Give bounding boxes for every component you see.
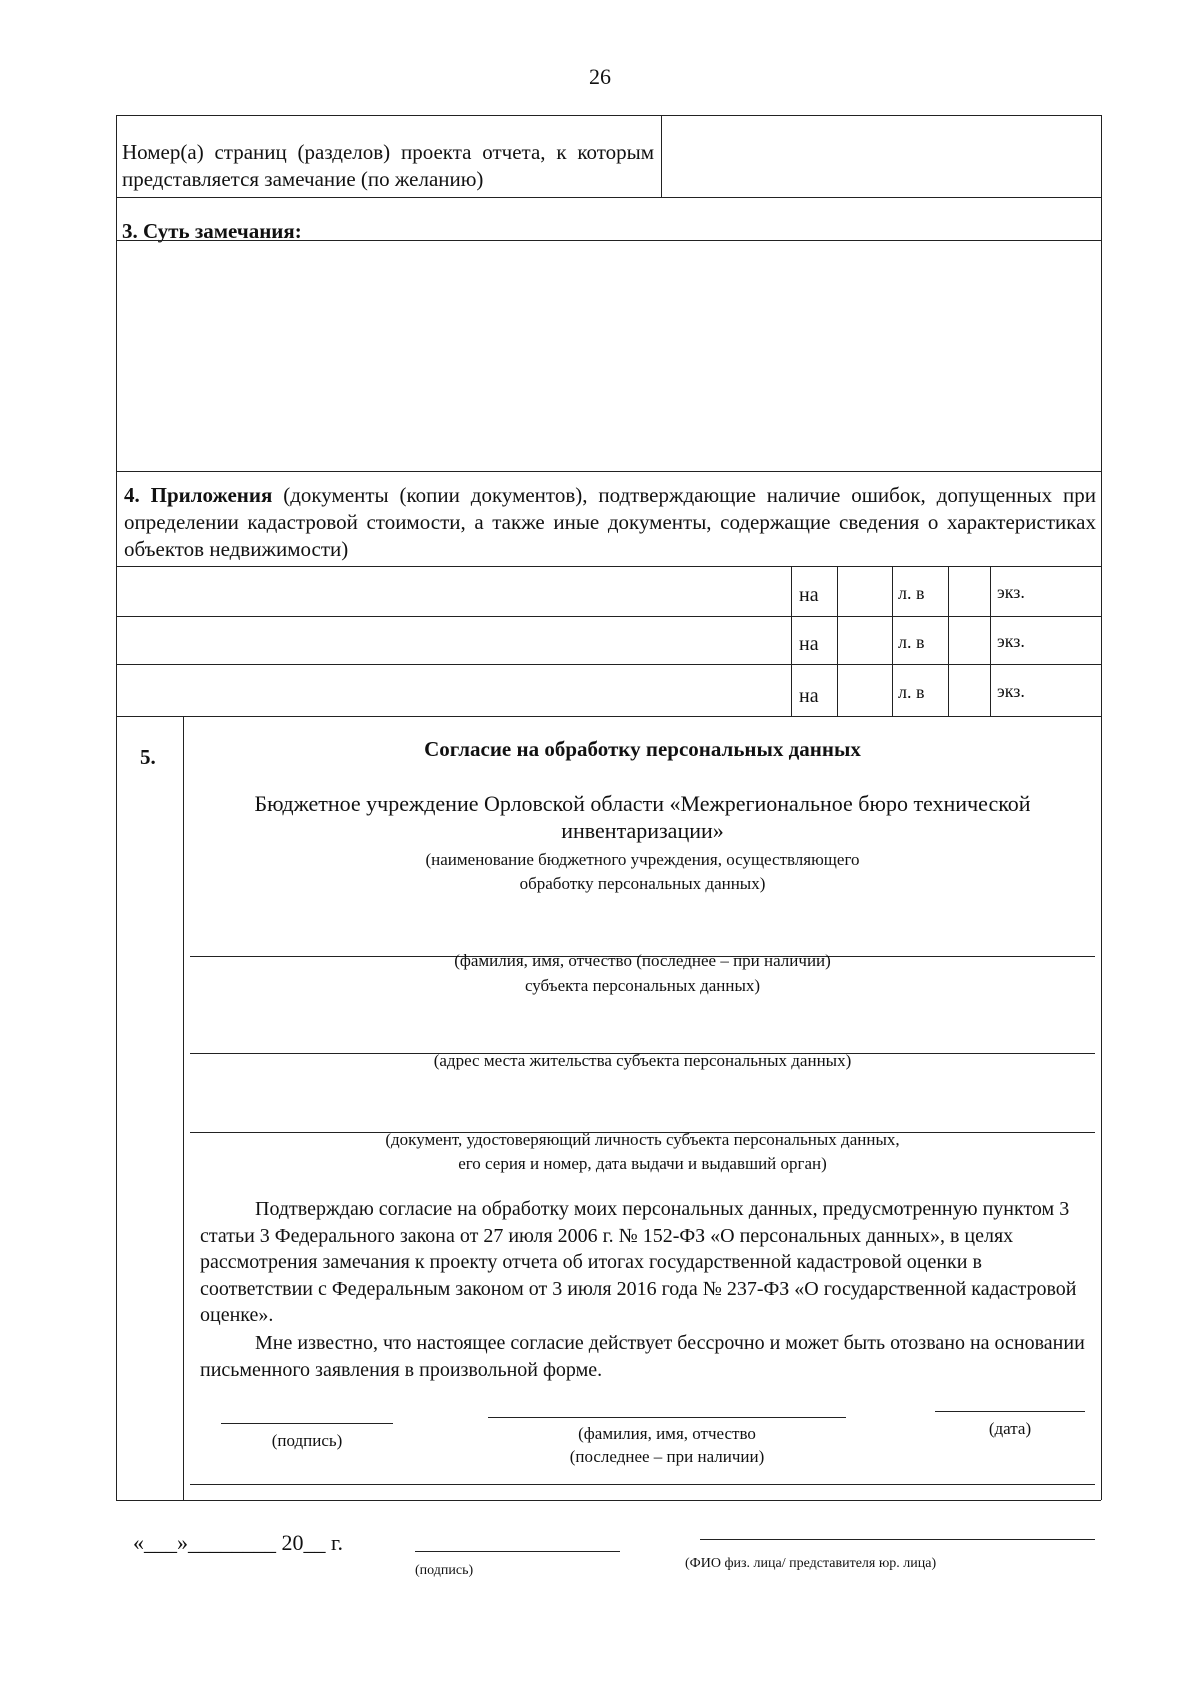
section5-fio-caption1: (фамилия, имя, отчество (578, 1424, 756, 1443)
section5-number: 5. (140, 745, 156, 769)
attachment-sheets-input[interactable] (839, 618, 890, 662)
section4-title-bold: Приложения (150, 483, 273, 507)
section5-fio-input[interactable] (488, 1389, 846, 1417)
row-line (116, 716, 1101, 717)
section4-title-rest: (документы (копии документов), подтверждающие наличие ошибок, допущенных при определении кадастровой стоимости, а также иные документы, содержащие сведения о характеристиках объектов недвижимости) (124, 483, 1096, 561)
attachment-copies-input[interactable] (950, 618, 988, 662)
subject-document-caption1: (документ, удостоверяющий личность субъекта персональных данных, (385, 1130, 900, 1149)
section5-date-input[interactable] (935, 1383, 1085, 1411)
pages-divider (661, 115, 662, 197)
consent-text: Подтверждаю согласие на обработку моих персональных данных, предусмотренную пунктом 3 статьи 3 Федерального закона от 27 июля 2006 г. № 152-ФЗ «О персональных данных», в целях рассмотрения замечания к проекту отчета об итогах государственной кадастровой оценки в соответствии с Федеральным законом от 3 июля 2016 года № 237-ФЗ «О государственной кадастровой оценке». (200, 1198, 1077, 1326)
table-border-right (1101, 115, 1102, 1500)
section5-bottom-line (190, 1484, 1095, 1485)
row-line (116, 566, 1101, 567)
subject-fio-caption2: субъекта персональных данных) (524, 976, 761, 995)
attachment-name-input[interactable] (119, 618, 789, 662)
footer-date[interactable]: «___»________ 20__ г. (133, 1530, 344, 1555)
col-line (990, 566, 991, 716)
row-line (116, 664, 1101, 665)
section5-sign-line (221, 1423, 393, 1424)
row-line (116, 240, 1101, 241)
attachment-name-input[interactable] (119, 666, 789, 714)
attachment-copies-input[interactable] (950, 568, 988, 614)
col-line (837, 566, 838, 716)
subject-fio-input[interactable] (190, 918, 1095, 954)
section5-title: Согласие на обработку персональных данных (424, 737, 861, 761)
revoke-text: Мне известно, что настоящее согласие действует бессрочно и может быть отозвано на основании письменного заявления в произвольной форме. (200, 1332, 1085, 1381)
footer-sign-caption: (подпись) (415, 1563, 474, 1578)
attachment-na-label: на (799, 584, 819, 606)
attachment-sheets-input[interactable] (839, 568, 890, 614)
row-line (116, 197, 1101, 198)
section5-date-caption: (дата) (988, 1419, 1032, 1438)
section4-title (124, 482, 1096, 563)
attachment-copies-input[interactable] (950, 666, 988, 714)
attachment-lv-label: л. в (898, 632, 925, 652)
section5-date-line (935, 1411, 1085, 1412)
section5-sign-caption: (подпись) (271, 1431, 343, 1450)
pages-label: Номер(а) страниц (разделов) проекта отчета, к которым представляется замечание (по желанию) (122, 140, 654, 191)
org-name-line2: инвентаризации» (561, 818, 724, 843)
pages-input[interactable] (664, 118, 1099, 196)
table-border-top (116, 115, 1101, 116)
subject-address-caption: (адрес места жительства субъекта персональных данных) (433, 1051, 852, 1070)
remark-text-area[interactable] (119, 243, 1099, 468)
attachment-name-input[interactable] (119, 568, 789, 614)
section5-divider (183, 716, 184, 1500)
subject-document-input[interactable] (190, 1095, 1095, 1131)
attachment-ekz-label: экз. (997, 631, 1025, 651)
attachment-sheets-input[interactable] (839, 666, 890, 714)
org-caption-line2: обработку персональных данных) (519, 874, 766, 893)
section5-fio-caption2: (последнее – при наличии) (569, 1447, 765, 1466)
org-name-line1: Бюджетное учреждение Орловской области «Межрегиональное бюро технической (254, 791, 1031, 816)
footer-fio-line (700, 1539, 1095, 1540)
attachment-na-label: на (799, 633, 819, 655)
org-caption-line1: (наименование бюджетного учреждения, осуществляющего (425, 850, 860, 869)
attachment-lv-label: л. в (898, 583, 925, 603)
col-line (948, 566, 949, 716)
section4-number: 4. (124, 483, 140, 507)
attachment-na-label: на (799, 685, 819, 707)
attachment-ekz-label: экз. (997, 582, 1025, 602)
col-line (791, 566, 792, 716)
section3-title: 3. Суть замечания: (122, 219, 302, 243)
attachment-lv-label: л. в (898, 682, 925, 702)
subject-document-caption2: его серия и номер, дата выдачи и выдавший орган) (458, 1154, 827, 1173)
footer-fio-caption: (ФИО физ. лица/ представителя юр. лица) (685, 1556, 937, 1571)
footer-sign-input[interactable] (415, 1524, 620, 1551)
attachment-ekz-label: экз. (997, 681, 1025, 701)
table-border-bottom (116, 1500, 1101, 1501)
section5-sign-input[interactable] (221, 1395, 393, 1423)
section5-fio-line (488, 1417, 846, 1418)
row-line (116, 616, 1101, 617)
subject-address-input[interactable] (190, 1015, 1095, 1051)
subject-fio-caption1: (фамилия, имя, отчество (последнее – при наличии) (454, 951, 831, 970)
page-number: 26 (589, 64, 611, 89)
col-line (892, 566, 893, 716)
table-border-left (116, 115, 117, 1500)
footer-fio-input[interactable] (700, 1512, 1095, 1539)
footer-sign-line (415, 1551, 620, 1552)
row-line (116, 471, 1101, 472)
